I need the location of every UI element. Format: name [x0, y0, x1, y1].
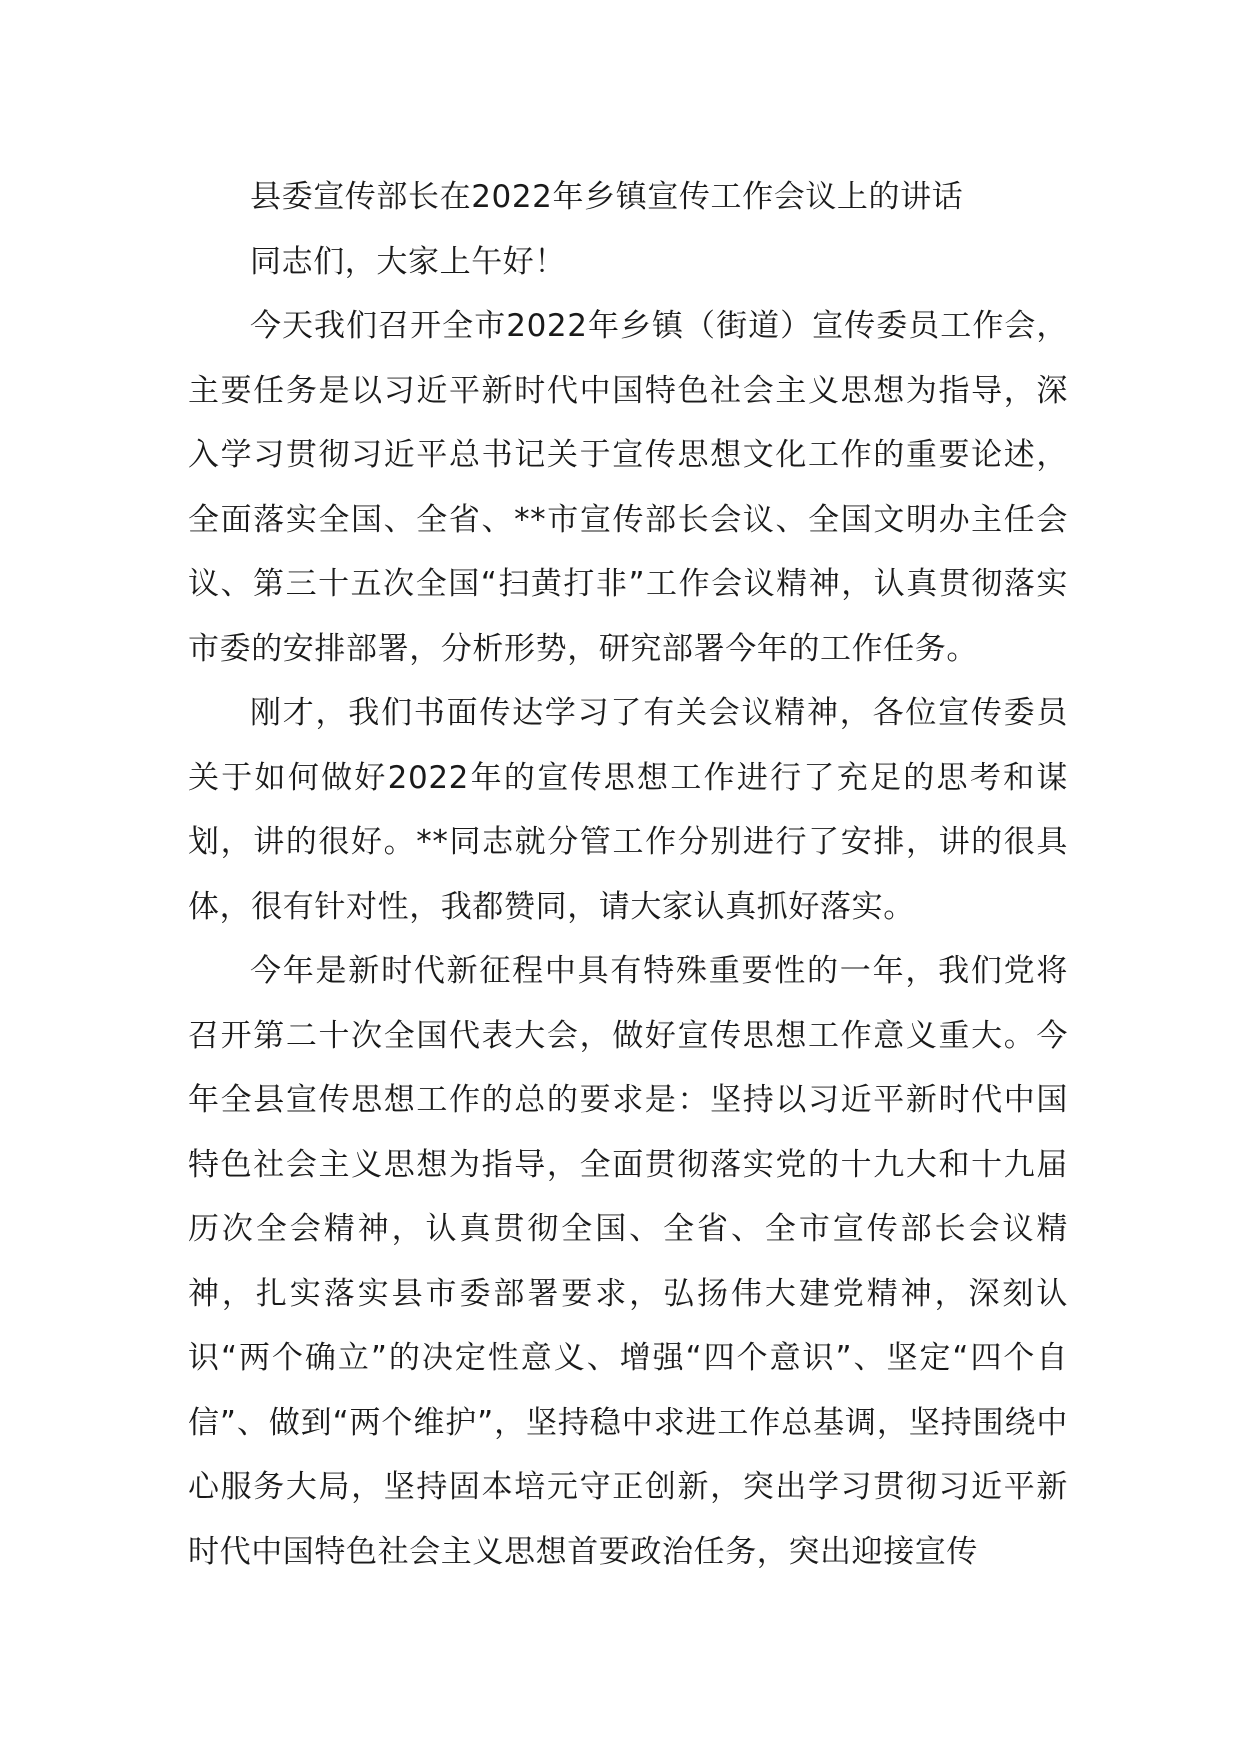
- greeting: 同志们，大家上午好！: [250, 243, 566, 280]
- paragraph-1: 今天我们召开全市2022年乡镇（街道）宣传委员工作会，主要任务是以习近平新时代中国特色社会主义思想为指导，深入学习贯彻习近平总书记关于宣传思想文化工作的重要论述，全面落实全国、全省、**市宣传部长会议、全国文明办主任会议、第三十五次全国“扫黄打非”工作会议精神，认真贯彻落实市委的安排部署，分析形势，研究部署今年的工作任务。: [188, 308, 1068, 667]
- document-title: 县委宣传部长在2022年乡镇宣传工作会议上的讲话: [250, 179, 964, 215]
- paragraph-2: 刚才，我们书面传达学习了有关会议精神，各位宣传委员关于如何做好2022年的宣传思想工作进行了充足的思考和谋划，讲的很好。**同志就分管工作分别进行了安排，讲的很具体，很有针对性，我都赞同，请大家认真抓好落实。: [188, 695, 1068, 925]
- paragraph-3: 今年是新时代新征程中具有特殊重要性的一年，我们党将召开第二十次全国代表大会，做好宣传思想工作意义重大。今年全县宣传思想工作的总的要求是：坚持以习近平新时代中国特色社会主义思想为指导，全面贯彻落实党的十九大和十九届历次全会精神，认真贯彻全国、全省、全市宣传部长会议精神，扎实落实县市委部署要求，弘扬伟大建党精神，深刻认识“两个确立”的决定性意义、增强“四个意识”、坚定“四个自信”、做到“两个维护”，坚持稳中求进工作总基调，坚持围绕中心服务大局，坚持固本培元守正创新，突出学习贯彻习近平新时代中国特色社会主义思想首要政治任务，突出迎接宣传: [188, 953, 1068, 1570]
- document-body: [188, 165, 1068, 1584]
